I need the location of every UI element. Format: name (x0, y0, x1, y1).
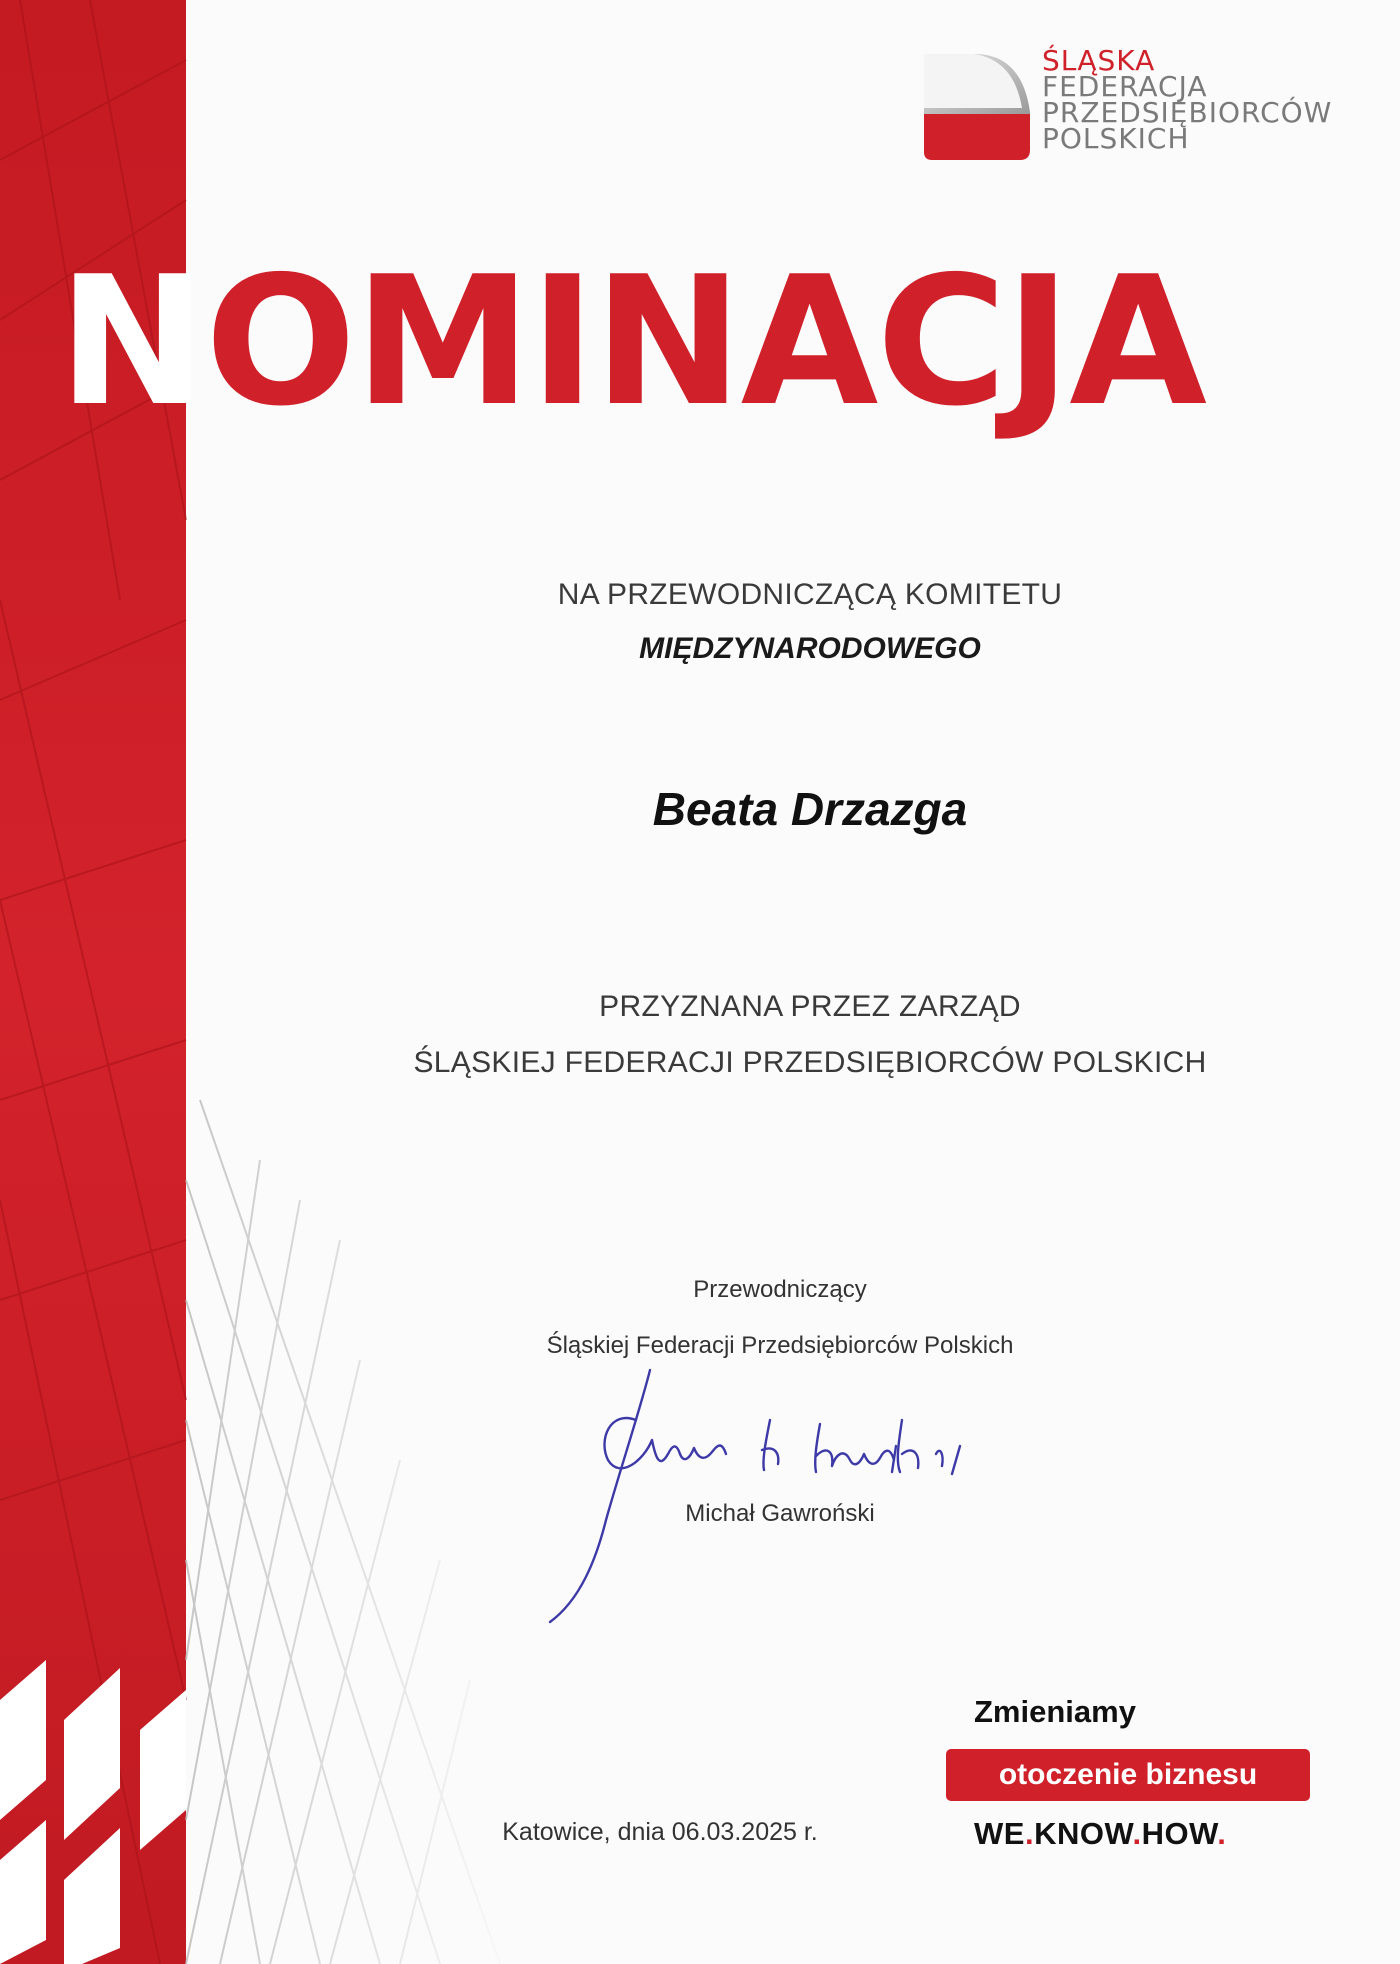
slogan-line-3 (974, 1816, 1226, 1852)
federation-logo (918, 44, 1338, 164)
slogan-we: WE (974, 1816, 1025, 1851)
logo-line-4: POLSKICH (1042, 122, 1190, 155)
slogan-dot-3: . (1217, 1816, 1227, 1851)
title-first-letter: N (58, 238, 205, 445)
logo-line-1: ŚLĄSKA (1042, 44, 1156, 77)
logo-line-2: FEDERACJA (1042, 70, 1208, 103)
signatory-name: Michał Gawroński (685, 1500, 875, 1527)
slogan-line-1: Zmieniamy (974, 1694, 1136, 1729)
slogan-how: HOW (1141, 1816, 1218, 1851)
nomination-title (58, 238, 1338, 445)
granted-by-org: ŚLĄSKIEJ FEDERACJI PRZEDSIĘBIORCÓW POLSKICH (413, 1046, 1207, 1079)
slogan-know: KNOW (1034, 1816, 1133, 1851)
signatory-org: Śląskiej Federacji Przedsiębiorców Polskich (546, 1332, 1014, 1359)
logo-line-3: PRZEDSIĘBIORCÓW (1042, 96, 1333, 129)
slogan-dot-1: . (1024, 1816, 1035, 1851)
signatory-role: Przewodniczący (693, 1276, 867, 1303)
slogan-line-2: otoczenie biznesu (998, 1758, 1258, 1791)
logo-text (1042, 44, 1333, 155)
handwritten-signature-icon (540, 1350, 1060, 1630)
title-rest: OMINACJA (204, 238, 1206, 445)
nomination-for-line: NA PRZEWODNICZĄCĄ KOMITETU (557, 578, 1063, 611)
recipient-name: Beata Drzazga (652, 783, 968, 835)
place-date: Katowice, dnia 06.03.2025 r. (502, 1818, 818, 1846)
granted-by-line: PRZYZNANA PRZEZ ZARZĄD (599, 990, 1021, 1023)
slogan-dot-2: . (1132, 1816, 1142, 1851)
committee-name: MIĘDZYNARODOWEGO (639, 632, 981, 665)
flag-logo-icon (918, 52, 1032, 162)
